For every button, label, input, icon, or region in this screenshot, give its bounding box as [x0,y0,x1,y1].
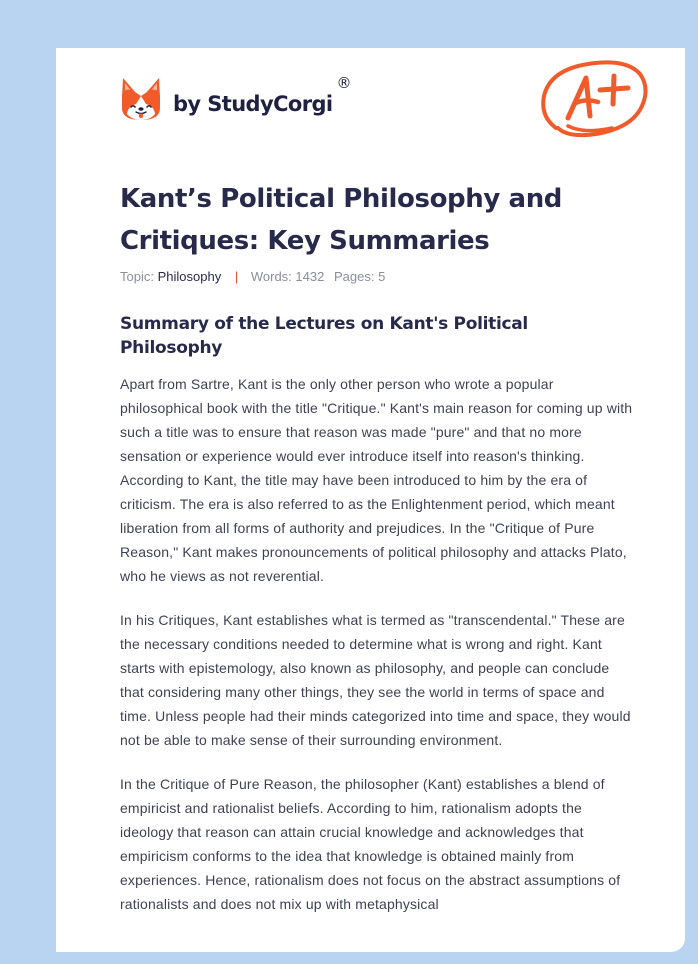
corgi-icon [120,76,162,122]
paragraph: In the Critique of Pure Reason, the philosopher (Kant) establishes a blend of empiricist and rationalist beliefs. According to him, rationalism adopts the ideology that reason can attain crucial knowledge and acknowledges that empiricism conforms to the idea that knowledge is obtained mainly from experiences. Hence, rationalism does not focus on the abstract assumptions of rationalists and does not mix up with metaphysical [120,776,621,912]
meta-separator: | [234,269,239,284]
pages-label: Pages: [333,269,375,284]
paragraph: Apart from Sartre, Kant is the only other person who wrote a popular philosophical book with the title "Critique." Kant's main reason for coming up with such a title was to ensure that reason was made "pure" and that no more sensation or experience would ever introduce itself into reason's thinking. According to Kant, the title may have been introduced to him by the era of criticism. The era is also referred to as the Enlightenment period, which meant liberation from all forms of authority and prejudices. In the "Critique of Pure Reason," Kant makes pronouncements of political philosophy and attacks Plato, who he views as not reverential. [120,376,633,584]
topic-link[interactable]: Philosophy [157,269,222,284]
paragraph: In his Critiques, Kant establishes what is termed as "transcendental." These are the necessary conditions needed to determine what is wrong and right. Kant starts with epistemology, also known as philosophy, and people can conclude that considering many other things, they see the world in terms of space and time. Unless people had their minds categorized into time and space, they would not be able to make sense of their surrounding environment. [120,612,631,748]
document-card [56,48,685,952]
words-label: Words: [250,269,292,284]
words-count: 1432 [295,269,325,284]
registered-mark: ® [336,74,352,92]
a-plus-grade-icon [538,58,650,140]
studycorgi-logo[interactable] [120,74,352,124]
article-meta [120,269,385,284]
section-heading: Summary of the Lectures on Kant's Political Philosophy [120,314,528,358]
pages-count: 5 [378,269,386,284]
topic-label: Topic: [120,269,154,284]
page-title: Kant’s Political Philosophy and Critiques: Key Summaries [120,184,563,256]
logo-text: by StudyCorgi [173,92,333,116]
article-body [120,312,634,936]
